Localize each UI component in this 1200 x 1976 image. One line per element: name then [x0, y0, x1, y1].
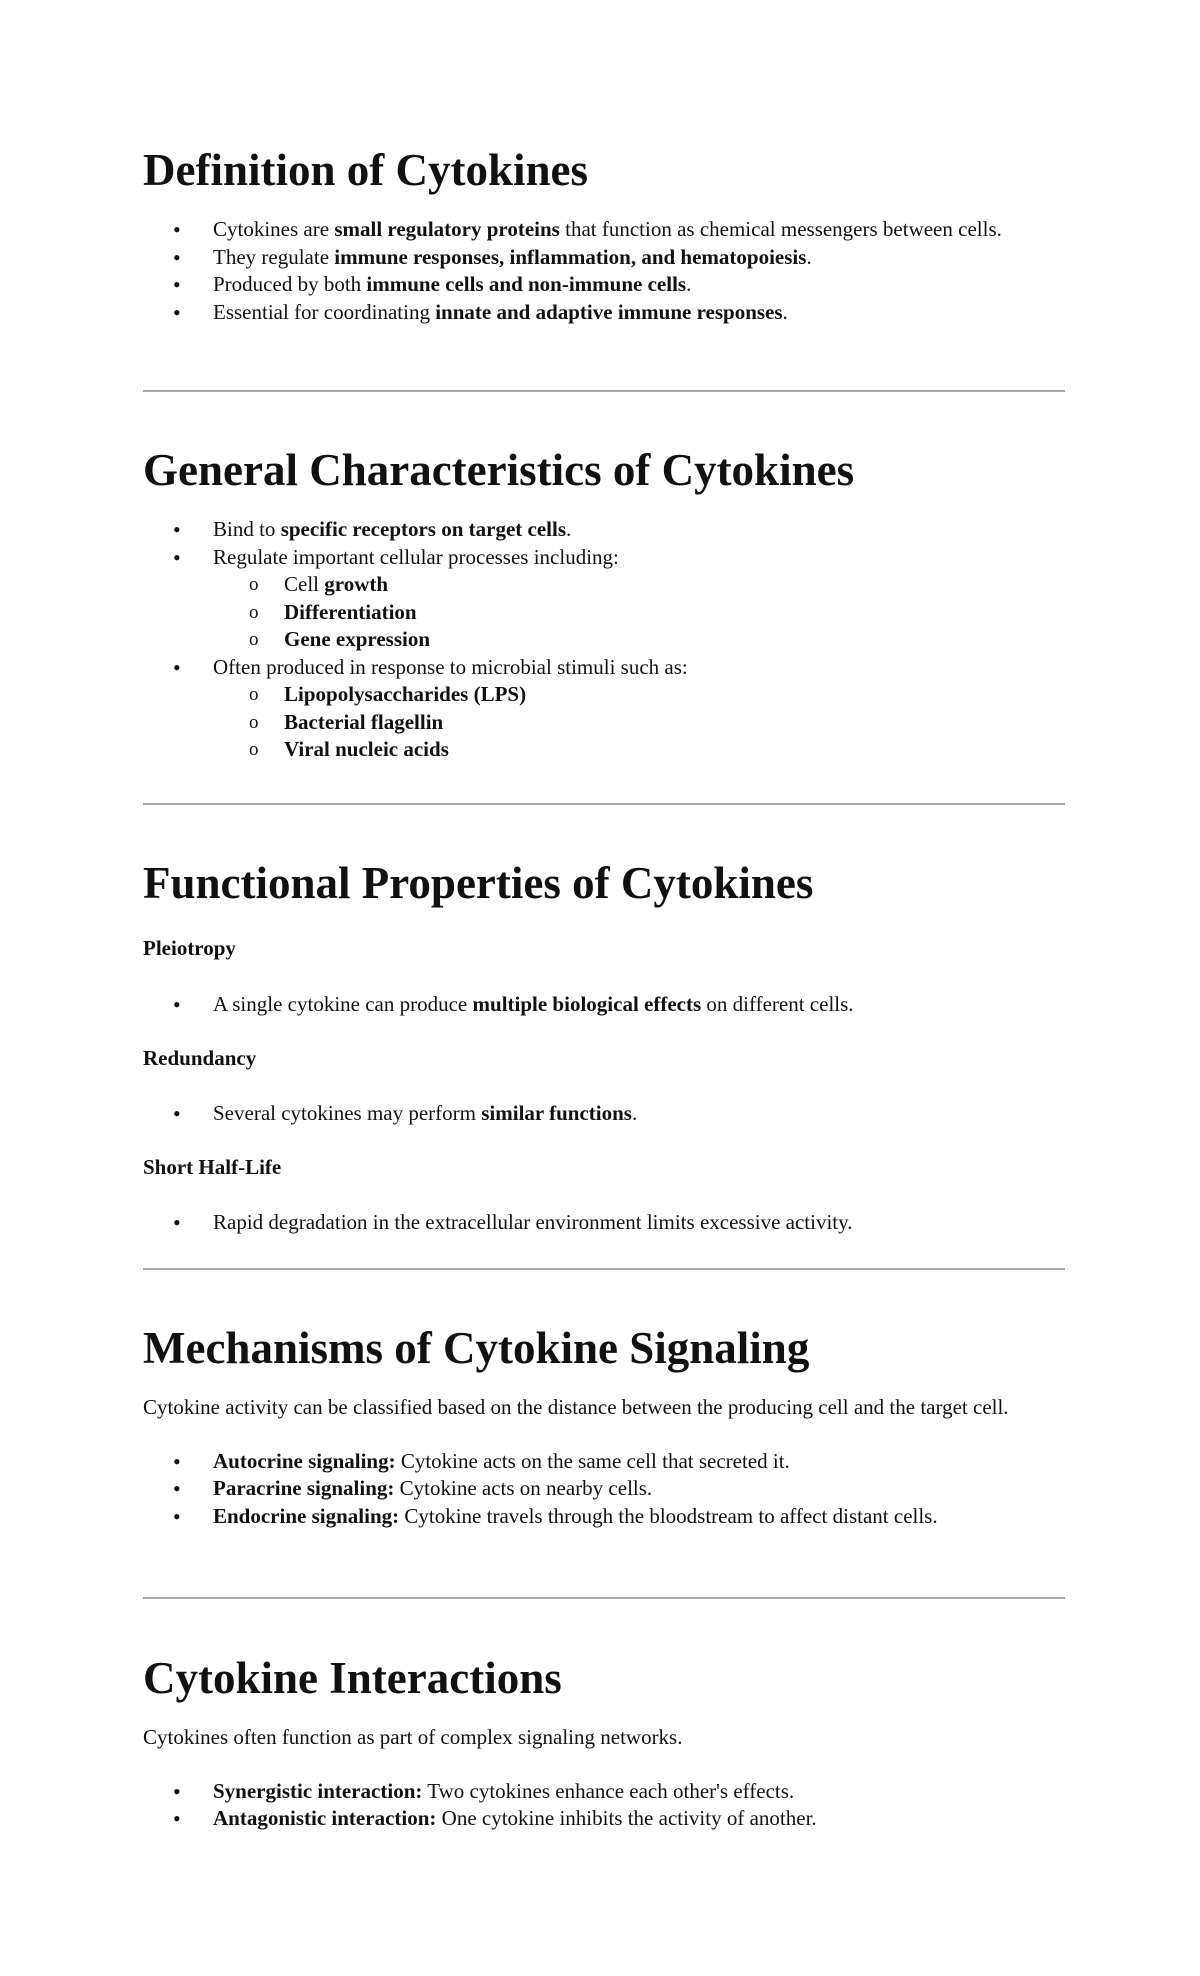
list-item: • Antagonistic interaction: One cytokine inhibits the activity of another. — [143, 1805, 1065, 1833]
section-functional — [143, 857, 1065, 1236]
sub-list-item: o Differentiation — [213, 599, 1065, 627]
sub-list-item: o Lipopolysaccharides (LPS) — [213, 681, 1065, 709]
mechanisms-list — [143, 1448, 1065, 1531]
list-item: • A single cytokine can produce multiple biological effects on different cells. — [143, 991, 1065, 1019]
list-item: • Regulate important cellular processes including: o Cell growth o Differentiation o Gene expression — [143, 544, 1065, 654]
list-item: • Autocrine signaling: Cytokine acts on the same cell that secreted it. — [143, 1448, 1065, 1476]
list-item: • Cytokines are small regulatory proteins that function as chemical messengers between cells. — [143, 216, 1065, 244]
list-item: • Essential for coordinating innate and adaptive immune responses. — [143, 299, 1065, 327]
interactions-intro: Cytokines often function as part of complex signaling networks. — [143, 1725, 683, 1749]
section-definition — [143, 144, 1065, 326]
list-item: • They regulate immune responses, inflammation, and hematopoiesis. — [143, 244, 1065, 272]
sub-list-item: o Cell growth — [213, 571, 1065, 599]
redundancy-list — [143, 1100, 1065, 1128]
subheading-pleiotropy: Pleiotropy — [143, 936, 236, 960]
divider — [143, 803, 1065, 805]
interactions-list — [143, 1778, 1065, 1833]
heading-characteristics: General Characteristics of Cytokines — [143, 445, 855, 495]
subheading-redundancy: Redundancy — [143, 1046, 257, 1070]
list-item: • Rapid degradation in the extracellular environment limits excessive activity. — [143, 1209, 1065, 1237]
heading-functional: Functional Properties of Cytokines — [143, 858, 814, 908]
heading-definition: Definition of Cytokines — [143, 145, 589, 195]
half-life-list — [143, 1209, 1065, 1237]
list-item: • Bind to specific receptors on target cells. — [143, 516, 1065, 544]
stimuli-sublist — [213, 681, 1065, 764]
sub-list-item: o Gene expression — [213, 626, 1065, 654]
definition-list — [143, 216, 1065, 326]
list-item: • Paracrine signaling: Cytokine acts on nearby cells. — [143, 1475, 1065, 1503]
list-item: • Synergistic interaction: Two cytokines enhance each other's effects. — [143, 1778, 1065, 1806]
subheading-half-life: Short Half-Life — [143, 1155, 282, 1179]
list-item: • Several cytokines may perform similar functions. — [143, 1100, 1065, 1128]
divider — [143, 1597, 1065, 1599]
heading-mechanisms: Mechanisms of Cytokine Signaling — [143, 1323, 810, 1373]
sub-list-item: o Viral nucleic acids — [213, 736, 1065, 764]
sub-list-item: o Bacterial flagellin — [213, 709, 1065, 737]
pleiotropy-list — [143, 991, 1065, 1019]
mechanisms-intro: Cytokine activity can be classified based on the distance between the producing cell and the target cell. — [143, 1395, 1009, 1419]
section-mechanisms — [143, 1322, 1065, 1530]
list-item: • Produced by both immune cells and non-immune cells. — [143, 271, 1065, 299]
characteristics-list — [143, 516, 1065, 764]
list-item: • Often produced in response to microbial stimuli such as: o Lipopolysaccharides (LPS) o Bacterial flagellin o Viral nucleic acids — [143, 654, 1065, 764]
processes-sublist — [213, 571, 1065, 654]
heading-interactions: Cytokine Interactions — [143, 1653, 562, 1703]
list-item: • Endocrine signaling: Cytokine travels through the bloodstream to affect distant cells. — [143, 1503, 1065, 1531]
divider — [143, 390, 1065, 392]
section-interactions — [143, 1652, 1065, 1833]
section-characteristics — [143, 444, 1065, 764]
divider — [143, 1268, 1065, 1270]
